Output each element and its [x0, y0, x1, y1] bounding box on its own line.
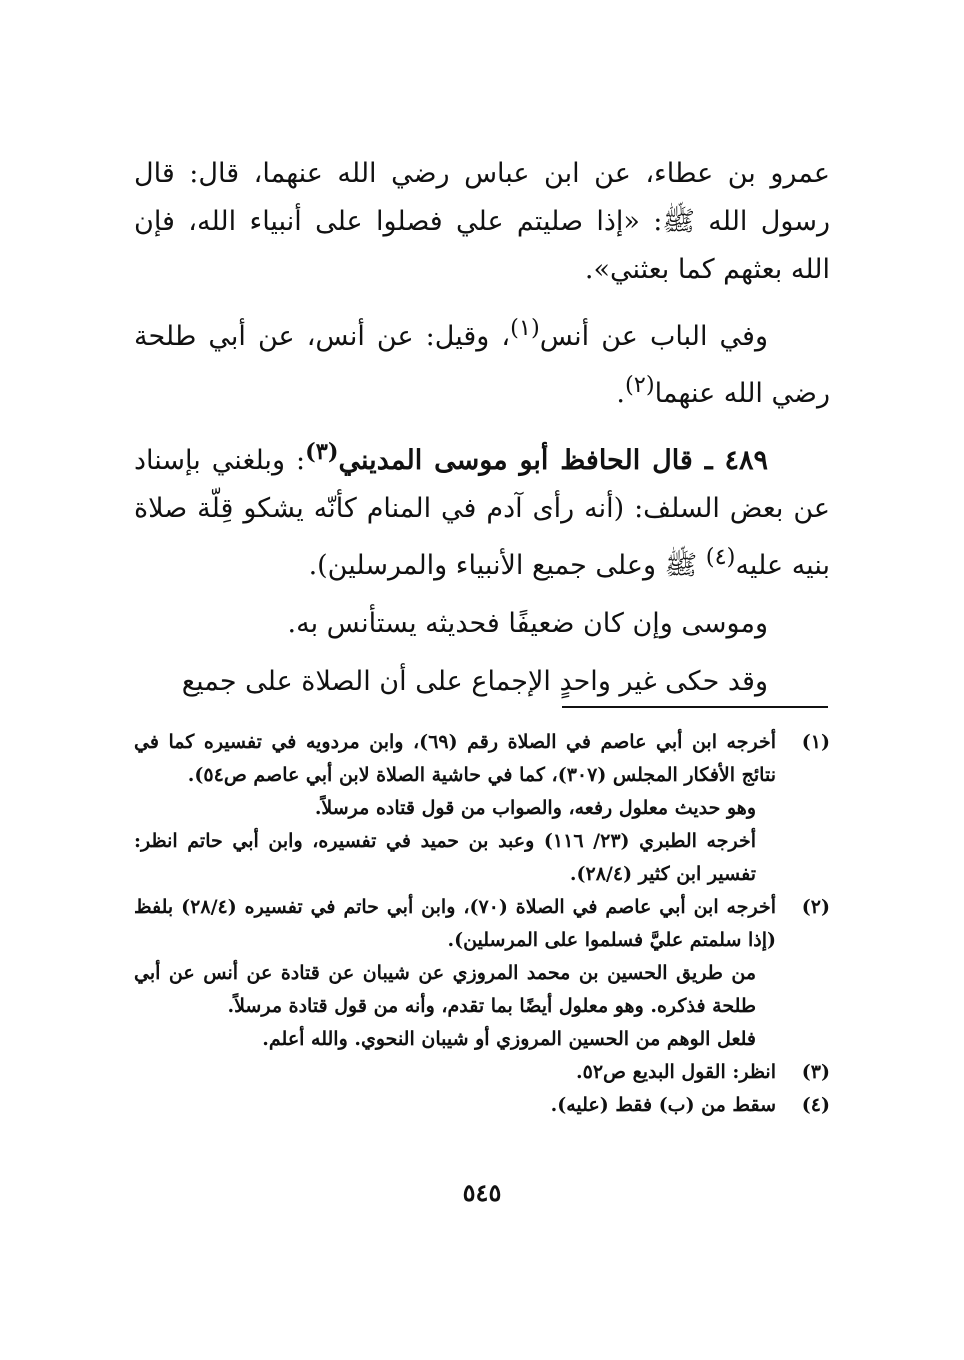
footnote-line: أخرجه ابن أبي عاصم في الصلاة (٧٠)، وابن أبي حاتم في تفسيره (٢٨/٤) بلفظ (إذا سلمتم عليَّ فسلموا على المرسلين).: [134, 896, 776, 951]
footnotes: [134, 726, 830, 1122]
paragraph-489: ٤٨٩ ـ قال الحافظ أبو موسى المديني$^{(٣)}$: وبلغني بإسناد عن بعض السلف: (أنه رأى آدم في المنام كأنّه يشكو قِلّة صلاة بنيه عليه$^{(٤)}$ ﷺ وعلى جميع الأنبياء والمرسلين).: [134, 439, 830, 581]
footnote-2: [134, 891, 830, 1056]
footnote-line: وهو حديث معلول رفعه، والصواب من قول قتاده مرسلاً.: [314, 797, 756, 819]
footnote-line: سقط من (ب) فقط (عليه).: [550, 1094, 776, 1116]
footnote-line: من طريق الحسين بن محمد المروزي عن شيبان عن قتادة عن أنس عن أبي طلحة فذكره. وهو معلول أيضًا بما تقدم، وأنه من قول قتادة مرسلاً.: [134, 962, 756, 1017]
footnote-4: [134, 1089, 830, 1122]
paragraph-anas: وفي الباب عن أنس$^{(١)}$، وقيل: عن أنس، عن أبي طلحة رضي الله عنهما$^{(٢)}$.: [134, 315, 830, 409]
footnote-line: أخرجه ابن أبي عاصم في الصلاة رقم (٦٩)، وابن مردويه في تفسيره كما في نتائج الأفكار المجلس (٣٠٧)، كما في حاشية الصلاة لابن أبي عاصم ص٥٤).: [134, 731, 777, 786]
footnote-number: (٢): [801, 896, 830, 918]
page-number: ٥٤٥: [462, 1178, 502, 1207]
paragraph-ijma: وقد حكى غير واحدٍ الإجماع على أن الصلاة على جميع: [181, 666, 768, 697]
footnote-1: [134, 726, 830, 891]
footnote-line: انظر: القول البديع ص٥٢.: [576, 1061, 776, 1083]
main-text: [134, 150, 830, 716]
footnote-line: أخرجه الطبري (٢٣/ ١١٦) وعبد بن حميد في تفسيره، وابن أبي حاتم انظر: تفسير ابن كثير (٢٨/٤).: [134, 830, 756, 885]
footnote-divider: [562, 706, 828, 708]
footnote-ref-2[interactable]: (٢): [625, 372, 655, 398]
footnote-number: (٤): [801, 1094, 830, 1116]
footnote-ref-3[interactable]: (٣): [305, 439, 339, 465]
footnote-3: [134, 1056, 830, 1089]
footnote-number: (٣): [801, 1061, 830, 1083]
footnote-line: فلعل الوهم من الحسين المروزي أو شيبان النحوي. والله أعلم.: [262, 1028, 756, 1050]
entry-heading: ٤٨٩ ـ قال الحافظ أبو موسى المديني: [338, 445, 768, 476]
paragraph-text: عمرو بن عطاء، عن ابن عباس رضي الله عنهما، قال: قال رسول الله ﷺ: «إذا صليتم علي فصلوا على أنبياء الله، فإن الله بعثهم كما بعثني».: [134, 158, 830, 285]
paragraph-musa: وموسى وإن كان ضعيفًا فحديثه يستأنس به.: [287, 608, 768, 639]
footnote-ref-4[interactable]: (٤): [705, 544, 736, 570]
footnote-ref-1[interactable]: (١): [510, 315, 540, 341]
footnote-number: (١): [801, 731, 830, 753]
paragraph-hadith: [134, 150, 830, 294]
